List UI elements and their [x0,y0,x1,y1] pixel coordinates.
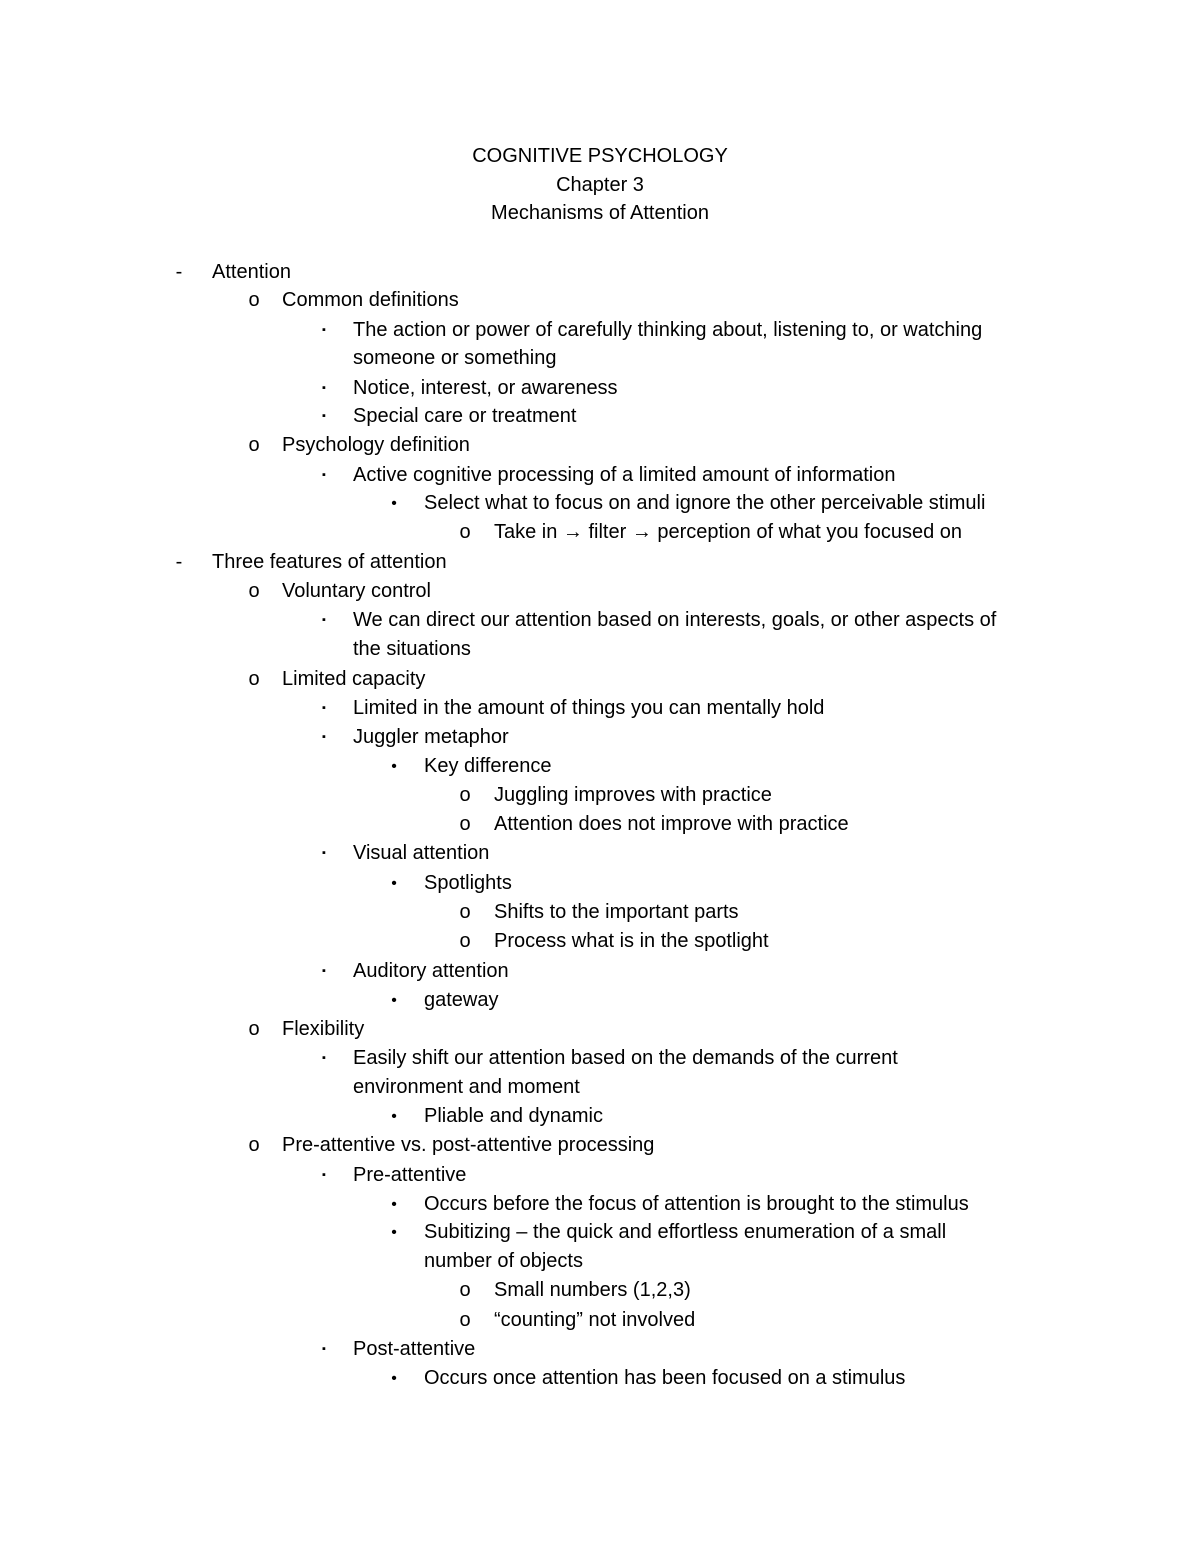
outline-item-pre-post-processing: Pre-attentive vs. post-attentive processing [282,1134,655,1156]
outline-item-easily-shift-cont: environment and moment [353,1076,580,1098]
outline-item-direct-attention-cont: the situations [353,638,471,660]
outline-item-take-in-filter: Take in → filter → perception of what you focused on [494,521,963,543]
outline-item-attention: Attention [212,261,291,283]
outline-item-definition-2: Notice, interest, or awareness [353,377,618,399]
circle-marker: o [459,521,471,543]
square-marker: ▪ [322,731,326,743]
square-marker: ▪ [322,469,326,481]
outline-item-counting-not-involved: “counting” not involved [494,1309,696,1331]
square-marker: ▪ [322,1169,326,1181]
outline-item-juggling-improves: Juggling improves with practice [494,784,772,806]
square-marker: ▪ [322,324,326,336]
bullet-marker: • [391,1224,397,1241]
outline-item-key-difference: Key difference [424,755,552,777]
outline-item-definition-1: The action or power of carefully thinking about, listening to, or watching [353,319,983,341]
dash-marker: - [175,551,183,573]
outline-item-auditory-attention: Auditory attention [353,960,509,982]
square-marker: ▪ [322,410,326,422]
circle-marker: o [459,930,471,952]
circle-marker: o [459,1279,471,1301]
bullet-marker: • [391,875,397,892]
circle-marker: o [459,784,471,806]
circle-marker: o [459,901,471,923]
outline-item-three-features: Three features of attention [212,551,447,573]
document-title: COGNITIVE PSYCHOLOGY [472,145,728,167]
outline-item-direct-attention: We can direct our attention based on interests, goals, or other aspects of [353,609,997,631]
outline-item-visual-attention: Visual attention [353,842,490,864]
outline-item-small-numbers: Small numbers (1,2,3) [494,1279,691,1301]
outline-item-common-definitions: Common definitions [282,289,459,311]
chapter-subtitle: Mechanisms of Attention [491,202,709,224]
outline-item-psych-def-1: Active cognitive processing of a limited amount of information [353,464,896,486]
outline-item-process-spotlight: Process what is in the spotlight [494,930,769,952]
outline-item-select-focus: Select what to focus on and ignore the other perceivable stimuli [424,492,986,514]
bullet-marker: • [391,1108,397,1125]
square-marker: ▪ [322,1343,326,1355]
circle-marker: o [248,1018,260,1040]
outline-item-post-attentive: Post-attentive [353,1338,476,1360]
bullet-marker: • [391,1196,397,1213]
outline-item-shifts-important: Shifts to the important parts [494,901,739,923]
outline-item-easily-shift: Easily shift our attention based on the demands of the current [353,1047,898,1069]
outline-item-gateway: gateway [424,989,499,1011]
outline-item-subitizing: Subitizing – the quick and effortless enumeration of a small [424,1221,947,1243]
outline-item-spotlights: Spotlights [424,872,512,894]
circle-marker: o [248,289,260,311]
circle-marker: o [459,1309,471,1331]
chapter-label: Chapter 3 [556,174,644,196]
square-marker: ▪ [322,847,326,859]
outline-item-limited-amount: Limited in the amount of things you can mentally hold [353,697,825,719]
outline-item-occurs-before: Occurs before the focus of attention is brought to the stimulus [424,1193,969,1215]
outline-item-definition-1-cont: someone or something [353,347,557,369]
square-marker: ▪ [322,614,326,626]
circle-marker: o [248,1134,260,1156]
bullet-marker: • [391,992,397,1009]
bullet-marker: • [391,495,397,512]
circle-marker: o [459,813,471,835]
outline-item-flexibility: Flexibility [282,1018,365,1040]
outline-item-psychology-definition: Psychology definition [282,434,470,456]
bullet-marker: • [391,758,397,775]
square-marker: ▪ [322,382,326,394]
outline-item-pre-attentive: Pre-attentive [353,1164,467,1186]
circle-marker: o [248,434,260,456]
outline-item-limited-capacity: Limited capacity [282,668,426,690]
outline-item-juggler-metaphor: Juggler metaphor [353,726,509,748]
circle-marker: o [248,668,260,690]
outline-item-attention-not-improve: Attention does not improve with practice [494,813,849,835]
outline-item-pliable: Pliable and dynamic [424,1105,603,1127]
square-marker: ▪ [322,702,326,714]
square-marker: ▪ [322,1052,326,1064]
square-marker: ▪ [322,965,326,977]
bullet-marker: • [391,1370,397,1387]
outline-item-subitizing-cont: number of objects [424,1250,583,1272]
outline-item-definition-3: Special care or treatment [353,405,577,427]
dash-marker: - [175,261,183,283]
circle-marker: o [248,580,260,602]
outline-item-occurs-once: Occurs once attention has been focused on a stimulus [424,1367,906,1389]
outline-item-voluntary-control: Voluntary control [282,580,431,602]
